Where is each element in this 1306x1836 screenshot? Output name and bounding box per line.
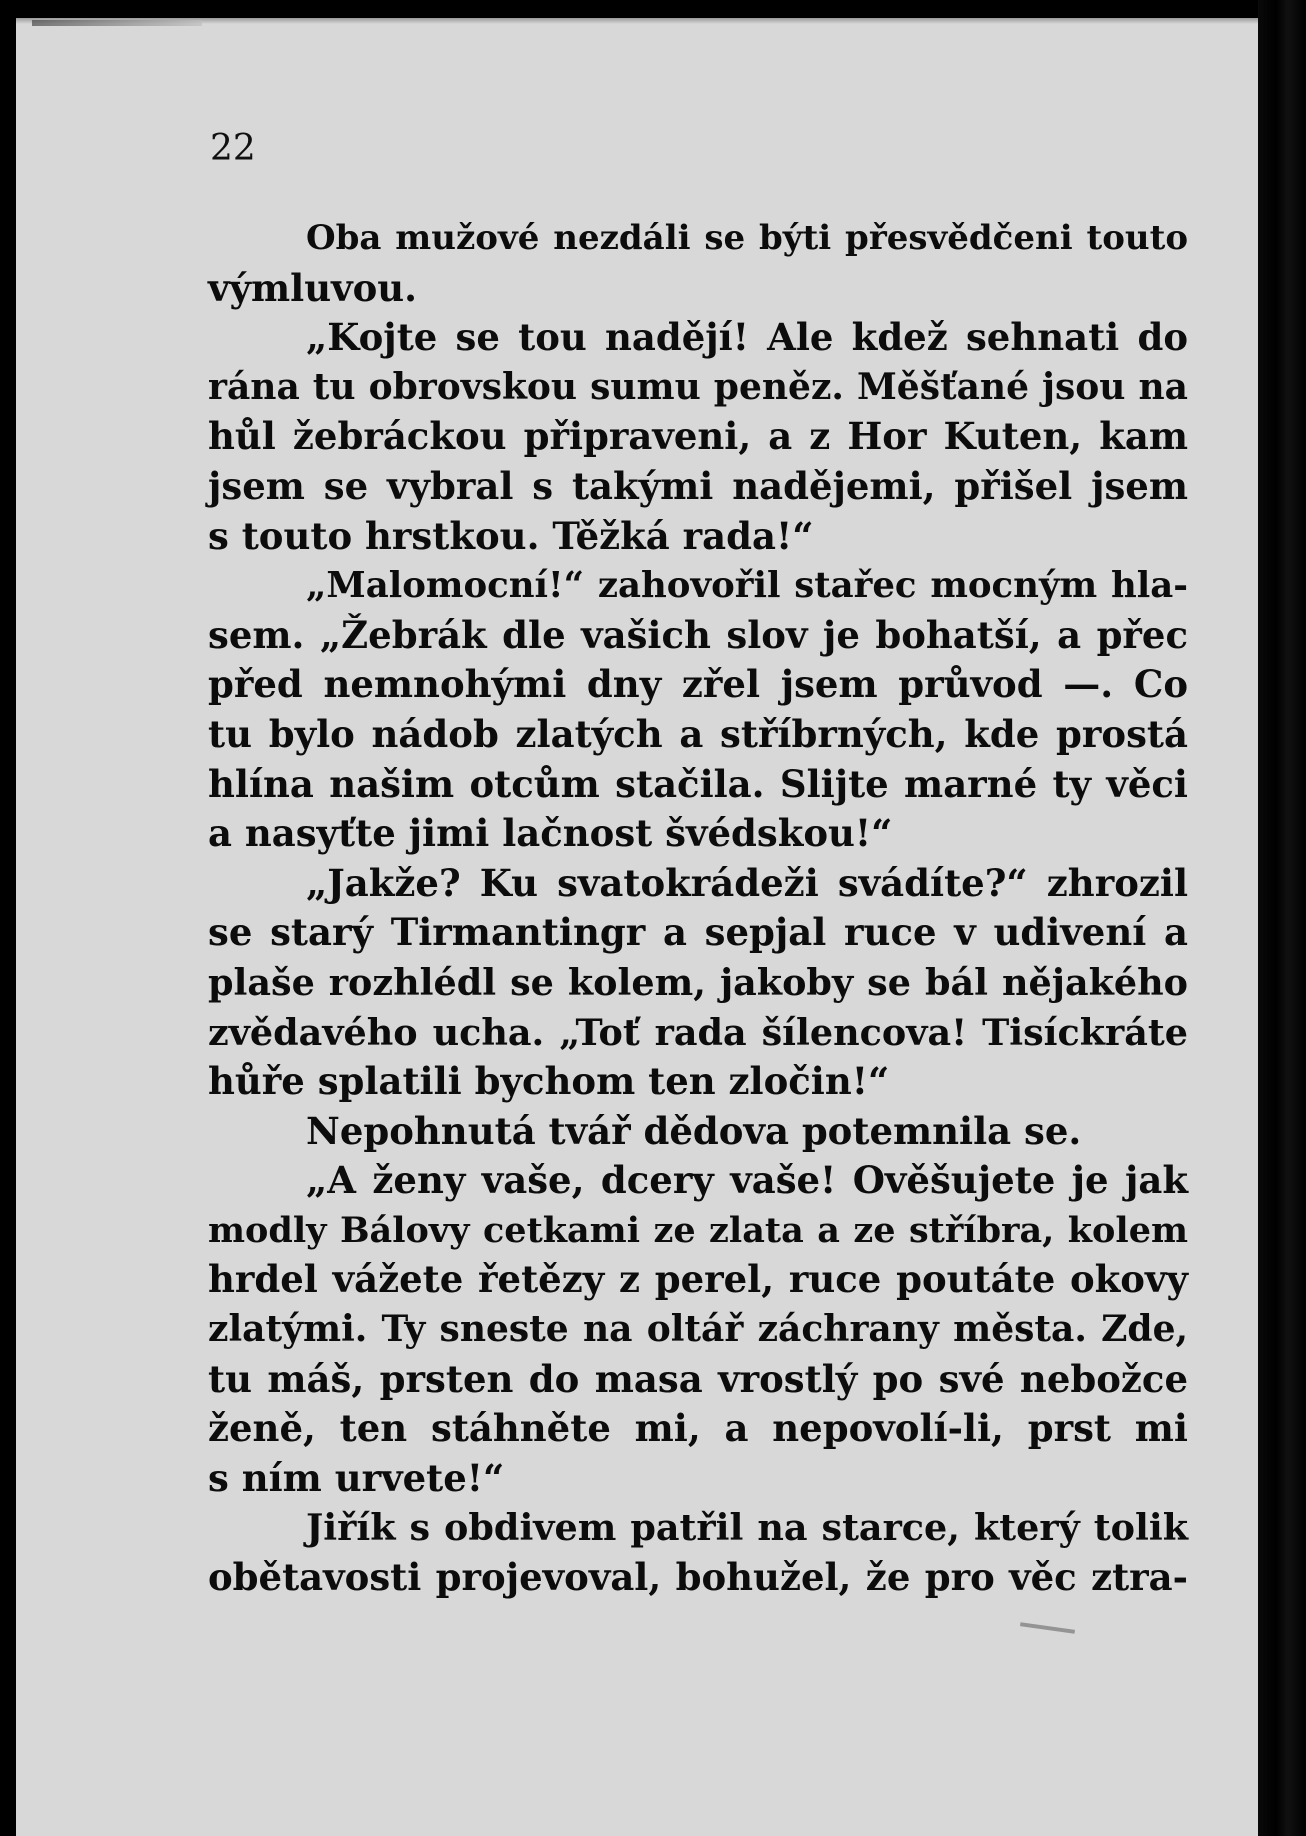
text-line: zvědavého ucha. „Toť rada šílencova! Tisíckráte: [208, 1010, 1188, 1054]
text-line: Oba mužové nezdáli se býti přesvědčeni touto: [306, 218, 1188, 258]
text-line: výmluvou.: [208, 265, 418, 310]
text-line: tu bylo nádob zlatých a stříbrných, kde prostá: [208, 711, 1188, 756]
text-line: Nepohnutá tvář dědova potemnila se.: [306, 1108, 1082, 1153]
text-line: hlína našim otcům stačila. Slijte marné ty věci: [208, 761, 1188, 806]
page-gutter-shadow: [1258, 0, 1306, 1836]
page-top-edge: [16, 18, 1258, 24]
text-line: plaše rozhlédl se kolem, jakoby se bál nějakého: [208, 960, 1188, 1004]
text-line: „Jakže? Ku svatokrádeži svádíte?“ zhrozil: [306, 860, 1188, 905]
text-line: rána tu obrovskou sumu peněz. Měšťané jsou na: [208, 365, 1188, 408]
text-line: a nasyťte jimi lačnost švédskou!“: [208, 811, 893, 856]
text-line: Jiřík s obdivem patřil na starce, který tolik: [306, 1506, 1188, 1550]
text-line: se starý Tirmantingr a sepjal ruce v udivení a: [208, 910, 1188, 955]
text-line: hůře splatili bychom ten zločin!“: [208, 1059, 890, 1104]
text-line: „A ženy vaše, dcery vaše! Ověšujete je jak: [306, 1158, 1188, 1203]
text-line: modly Bálovy cetkami ze zlata a ze stříbra, kolem: [208, 1209, 1188, 1251]
text-line: obětavosti projevoval, bohužel, že pro věc ztra-: [208, 1555, 1188, 1600]
text-line: před nemnohými dny zřel jsem průvod —. Co: [208, 662, 1188, 707]
text-line: hrdel vážete řetězy z perel, ruce poutáte okovy: [208, 1257, 1188, 1302]
text-line: „Kojte se tou nadějí! Ale kdež sehnati do: [306, 315, 1188, 360]
text-line: tu máš, prsten do masa vrostlý po své nebožce: [208, 1356, 1188, 1401]
text-line: jsem se vybral s takými nadějemi, přišel jsem: [208, 463, 1188, 508]
text-line: hůl žebráckou připraveni, a z Hor Kuten, kam: [208, 414, 1188, 459]
text-line: zlatými. Ty sneste na oltář záchrany města. Zde,: [208, 1308, 1188, 1351]
text-line: „Malomocní!“ zahovořil stařec mocným hla-: [306, 565, 1188, 607]
body-text: [208, 214, 1188, 1603]
scan-edge-mark: [32, 20, 202, 26]
text-line: s ním urvete!“: [208, 1455, 505, 1500]
text-line: ženě, ten stáhněte mi, a nepovolí-li, prst mi: [208, 1406, 1188, 1451]
text-line: sem. „Žebrák dle vašich slov je bohatší, a přec: [208, 612, 1188, 657]
text-line: s touto hrstkou. Těžká rada!“: [208, 513, 814, 558]
page-number: 22: [210, 128, 256, 169]
